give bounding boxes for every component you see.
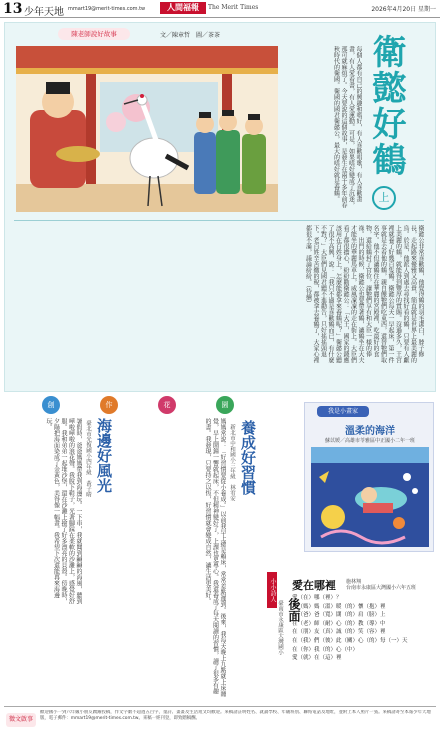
creative-corner-heading: [42, 396, 238, 414]
poem-title: 後面: [287, 598, 301, 622]
poem-author: 臺南市永康區大灣國小: [277, 600, 283, 655]
submission-notice: 歡迎國小一到六年級小朋友踴躍投稿，作文字數不超過五百字，童詩、畫畫及生活短文均歡迎。來稿請註明姓名、就讀學校、年級班別、聯絡電話及地址，並附上本人照片一張。來稿請寄至本報少年天地版，電子郵件：mmart19@merit-times.com.tw。來稿一經刊登，即致贈稿酬。: [40, 710, 431, 721]
poem-line: 在（朋）友（真）誠（的）笑（容）裡: [292, 629, 386, 636]
poem-author-name: 施林翔: [346, 579, 362, 585]
masthead-logo: 人間福報: [160, 2, 206, 14]
poem-line: 在（我）們（彼）此（關）心（的）每（一）天: [292, 637, 408, 644]
essay-title: 養成好習慣: [239, 420, 257, 495]
poem-line: 在（老）師（耐）心（的）教（導）中: [292, 620, 386, 627]
heading-circle: 創: [42, 396, 60, 414]
poem-author-school: 台南市永康區大灣國小六年五班: [346, 585, 417, 591]
story-intro: 每個人都有自己的興趣和嗜好，有人喜歡唱歌，有人喜歡畫畫，有人愛看書，有人愛運動。可是，如果嗜好變成了沉迷，那可就麻煩了。今天要說的這個故事，是發生在兩千多年前春秋時代的衛國。衛國的國君衛懿公，最大的嗜好就是養鶴。: [332, 46, 362, 208]
poem-author: [346, 579, 416, 591]
masthead-english: The Merit Times: [208, 4, 259, 11]
essay-text: 媽媽常說：「好習慣要從小養成。」以前我早上總是賴床，常常差點遲到。後來，我每天晚上九點就上床睡覺，早上鬧鐘一響就起床，不但精神變好了，上課也更專心。我還養成了每天閱讀的習慣，讀了很多有趣的書。我發現，只要持之以恆，好習慣就會變成自然，讓生活更美好。: [204, 418, 226, 697]
child-drawing: [311, 447, 429, 547]
page-number: 13: [3, 1, 23, 17]
poem-lines: [292, 594, 432, 663]
page-header: [0, 0, 440, 18]
story-illustration: [16, 46, 278, 212]
picture-caption: 蘇苡媛／高雄市苓雅區中正國小二年一班: [324, 438, 415, 444]
story-part-badge: 上: [372, 186, 396, 210]
series-tag: 陳老師說好故事: [58, 28, 130, 40]
poem-line: 在（爸）爸（寬）闊（的）肩（膀）上: [292, 612, 386, 619]
poem-line: 愛（就）在（這）裡: [292, 655, 342, 662]
page-footer: [4, 706, 436, 732]
essay-title: 海邊好風光: [95, 418, 113, 493]
poem-line: 在（媽）媽（溫）暖（的）懷（抱）裡: [292, 603, 386, 610]
picture-box: [304, 402, 434, 552]
issue-date: 2026年4月20日 星期一: [371, 6, 436, 13]
picture-tag: 我是小畫家: [317, 406, 369, 417]
heading-circle: 園: [216, 396, 234, 414]
heading-circle: 花: [158, 396, 176, 414]
story-body: 衛懿公非常喜歡鶴，他覺得鶴的羽毛潔白，脖子修長，走起路來優雅又高貴，簡直就是世界上最美麗的鳥。於是，他派人到處去尋找好看的鶴，只要有人獻上美麗的鶴，就能得到豐厚的賞賜。沒過多久，王宮裡就養了好幾百隻鶴。衛懿公每天一早起床，第一件事就是去看他的鶴，親自餵牠們吃東西，還替牠們取名字。他不但讓鶴住在華麗的宮殿裡，吃最好的食物，還給鶴封了官位，讓牠們享有和大臣一樣的俸祿。出門的時候，衛懿公也要帶著鶴，讓鶴坐在大夫才能坐的華麗馬車上，威風凜凜的走在街上。大臣們看了都很擔心，紛紛勸衛懿公：「大王，國家的錢應該用在百姓身上，怎麼能都拿來養鶴呢？」衛懿公聽了很不高興，說：「我只不過是喜歡鶴而已，有什麼不對？」大臣們見國君聽不進勸告，只好搖搖頭退下。老百姓辛苦繳的稅，都被拿去養鶴了，大家心裡都很不滿，議論紛紛。（待續）: [14, 220, 424, 364]
section-email: mmart19@merit-times.com.tw: [68, 6, 146, 12]
essay-author: 新北市中和國小三年級 林宥安: [229, 424, 235, 501]
story-title: 衛懿好鶴: [366, 34, 406, 178]
poem-line: 愛（在）哪（裡）？: [292, 595, 342, 601]
story-credit: 文／陳章哲 圖／茶茶: [160, 32, 221, 39]
essay-author: 臺北市光復國小四年級 黃子晴: [85, 420, 91, 497]
picture-title: 溫柔的海洋: [345, 426, 395, 437]
poem-line: 在（你）我（的）心（中）: [292, 646, 359, 653]
section-title: 少年天地: [24, 7, 64, 18]
poem-title: 愛在哪裡: [292, 579, 336, 592]
submission-badge: 徵文啟事: [6, 713, 36, 727]
essay-text: 暑假時，爸爸媽媽帶我到海邊玩。一下車，我就聞到鹹鹹的海風，聽到嘩啦嘩啦的浪花聲。我脫下鞋子，光著腳踩在柔軟的沙灘上，感覺好舒服。我和弟弟一起堆沙堡，還在沙灘上撿了好多漂亮的貝殼。傍晚時，夕陽把海面染成了金黃色，美得像一幅畫。我希望下次還能再來海邊玩。: [45, 418, 82, 604]
heading-circle: 作: [100, 396, 118, 414]
little-poets-tag: 小小詩人: [267, 572, 277, 608]
